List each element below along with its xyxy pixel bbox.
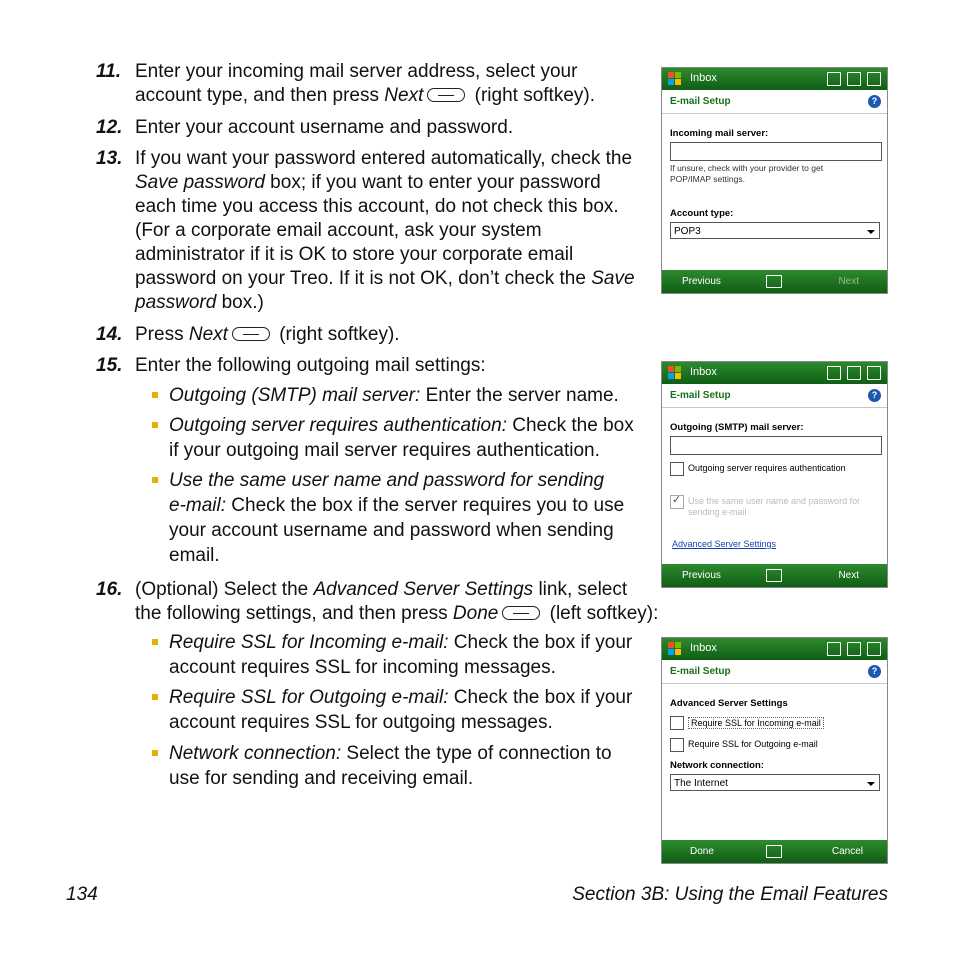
outgoing-server-label: Outgoing (SMTP) mail server: [670,422,804,433]
app-title: Inbox [690,642,717,654]
step-16 [96,578,696,628]
same-credentials-checkbox[interactable] [670,495,684,509]
step-text-part: link, select [533,579,628,600]
step-text-part: (right softkey). [273,324,400,345]
step-text [135,60,655,108]
screen-header [662,91,887,114]
title-bar [662,362,887,384]
step-text-part: (Optional) Select the [135,579,314,600]
title-bar [662,638,887,660]
step-line: administrator if it is OK to store your corporate email [135,244,574,265]
bullet-text: Enter the server name. [420,385,619,406]
help-icon[interactable]: ? [868,665,881,678]
bullet-item [152,413,652,463]
bullet-icon [152,694,158,700]
screen-header [662,385,887,408]
step-number: 11. [96,61,122,82]
bullet-term: Require SSL for Outgoing e-mail: [169,687,449,708]
step-11 [96,60,656,110]
bullet-text: Select the type of connection to [341,743,612,764]
step-text-part: (left softkey): [544,603,659,624]
data-connection-icon [827,642,841,656]
auth-checkbox[interactable] [670,462,684,476]
app-title: Inbox [690,72,717,84]
phone-screen-advanced [661,637,888,864]
keyboard-icon[interactable] [766,845,782,858]
step-text: Enter the following outgoing mail settings: [135,355,486,376]
step-number: 14. [96,324,123,345]
step-number: 16. [96,579,123,600]
bullet-term: Require SSL for Incoming e-mail: [169,632,449,653]
screen-header [662,661,887,684]
done-softkey[interactable]: Done [690,846,714,857]
step-15 [96,354,656,378]
step-line: Enter your incoming mail server address, select your [135,61,578,82]
step-line [135,267,655,291]
bullet-icon [152,392,158,398]
step-12 [96,116,656,140]
incoming-server-input[interactable] [670,142,882,161]
bullet-text: Check the box if your [448,632,633,653]
app-title: Inbox [690,366,717,378]
network-connection-select[interactable] [670,774,880,791]
dropdown-arrow-icon [867,230,875,234]
step-text: Enter your account username and password. [135,117,514,138]
signal-strength-icon [847,72,861,86]
step-line [135,84,655,108]
screen-title: E-mail Setup [670,390,731,401]
bullet-text: account requires SSL for incoming messages. [169,657,556,678]
bullet-term: Network connection: [169,743,342,764]
step-text-part: the following settings, and then press [135,603,453,624]
bullet-item [152,630,652,680]
bullet-icon [152,639,158,645]
advanced-settings-link[interactable]: Advanced Server Settings [672,539,777,549]
phone-screen-incoming [661,67,888,294]
step-text-part: account type, and then press [135,85,385,106]
bullet-term: Use the same user name and password for sending [169,470,605,491]
step-text [135,323,655,347]
windows-start-icon[interactable] [668,366,682,380]
windows-start-icon[interactable] [668,642,682,656]
softkey-bar [662,564,887,587]
option-name: Save [591,268,635,289]
section-title: Section 3B: Using the Email Features [572,884,888,905]
step-14 [96,323,656,347]
signal-strength-icon [847,642,861,656]
step-number: 12. [96,117,123,138]
step-line [135,171,655,195]
bullet-term: Outgoing server requires authentication: [169,415,507,436]
label-line: Use the same user name and password for [688,496,861,506]
step-number: 15. [96,355,123,376]
signal-strength-icon [847,366,861,380]
ssl-incoming-checkbox[interactable] [670,716,684,730]
screen-title: E-mail Setup [670,666,731,677]
battery-icon [867,642,881,656]
status-icons [827,366,881,380]
step-line: If you want your password entered automatically, check the [135,148,633,169]
step-text-part: Press [135,324,189,345]
ssl-outgoing-checkbox[interactable] [670,738,684,752]
next-softkey[interactable]: Next [838,570,859,581]
bullet-item [152,383,652,408]
incoming-server-hint [670,163,870,185]
bullet-text: account requires SSL for outgoing messages. [169,712,553,733]
option-name: password [135,292,217,313]
status-icons [827,72,881,86]
dropdown-arrow-icon [867,782,875,786]
page-number: 134 [66,884,98,905]
step-text-part: (right softkey). [469,85,596,106]
link-name: Advanced Server Settings [313,579,534,600]
auth-checkbox-label: Outgoing server requires authentication [688,463,846,473]
step-number: 13. [96,148,123,169]
previous-softkey[interactable]: Previous [682,276,721,287]
step-line: (For a corporate email account, ask your system [135,220,542,241]
phone-screen-outgoing [661,361,888,588]
title-bar [662,68,887,90]
advanced-settings-heading: Advanced Server Settings [670,698,788,709]
data-connection-icon [827,366,841,380]
bullet-item [152,468,652,568]
softkey-name: Done [452,603,499,624]
step-text-part: box.) [216,292,264,313]
bullet-text: Check the box if the server requires you to use [226,495,625,516]
softkey-name: Next [188,324,228,345]
data-connection-icon [827,72,841,86]
help-icon[interactable]: ? [868,95,881,108]
keyboard-icon[interactable] [766,275,782,288]
windows-start-icon[interactable] [668,72,682,86]
incoming-server-label: Incoming mail server: [670,128,769,139]
selected-value: POP3 [674,226,701,237]
bullet-item [152,685,652,735]
selected-value: The Internet [674,778,728,789]
hint-line: If unsure, check with your provider to get [670,163,824,173]
softkey-icon [427,88,465,102]
bullet-item [152,741,652,791]
softkey-bar [662,270,887,293]
step-13 [96,147,656,317]
bullet-text: Check the box [506,415,634,436]
softkey-icon [502,606,540,620]
account-type-select[interactable] [670,222,880,239]
bullet-text: if your outgoing mail server requires authentication. [169,440,600,461]
bullet-text: use for sending and receiving email. [169,768,474,789]
ssl-outgoing-label: Require SSL for Outgoing e-mail [688,739,818,749]
bullet-icon [152,750,158,756]
bullet-icon [152,477,158,483]
bullet-text: Check the box if your [448,687,633,708]
battery-icon [867,366,881,380]
step-line: each time you access this account, do not check this box. [135,196,619,217]
softkey-icon [232,327,270,341]
option-name: Save password [135,172,265,193]
softkey-bar [662,840,887,863]
bullet-text: email. [169,545,220,566]
cancel-softkey[interactable]: Cancel [831,846,863,857]
previous-softkey[interactable]: Previous [682,570,721,581]
label-line: sending e-mail [688,507,747,517]
network-connection-label: Network connection: [670,760,764,771]
screen-title: E-mail Setup [670,96,731,107]
hint-line: POP/IMAP settings. [670,174,745,184]
bullet-icon [152,422,158,428]
step-text [135,578,695,626]
status-icons [827,642,881,656]
bullet-text: your account username and password when sending [169,520,614,541]
step-line [135,291,655,315]
bullet-term: e-mail: [169,495,227,516]
ssl-incoming-label: Require SSL for Incoming e-mail [688,717,824,729]
same-credentials-label [688,496,860,518]
account-type-label: Account type: [670,208,734,219]
next-softkey[interactable]: Next [838,276,859,287]
outgoing-server-input[interactable] [670,436,882,455]
step-text [135,147,655,315]
help-icon[interactable]: ? [868,389,881,402]
battery-icon [867,72,881,86]
step-text-part: password on your Treo. If it is not OK, don’t check the [135,268,592,289]
keyboard-icon[interactable] [766,569,782,582]
step-text-part: box; if you want to enter your password [264,172,601,193]
softkey-name: Next [384,85,424,106]
bullet-term: Outgoing (SMTP) mail server: [169,385,421,406]
